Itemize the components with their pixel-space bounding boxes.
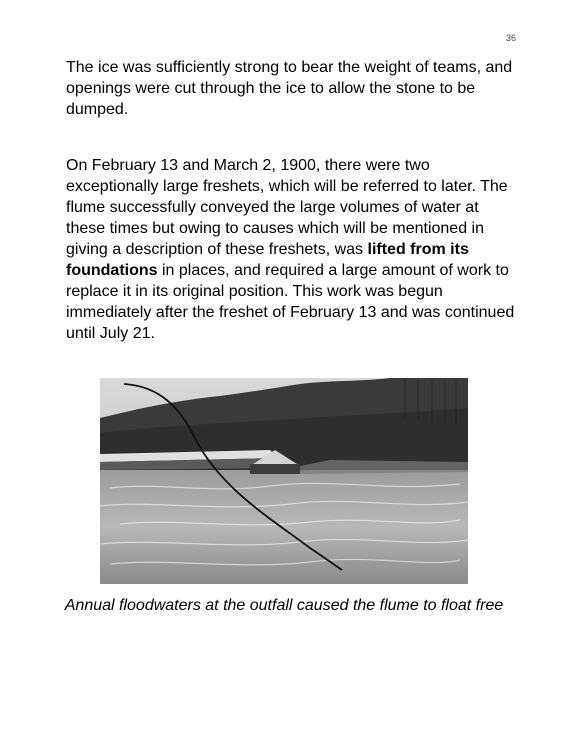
paragraph-2-text-start: On February 13 and March 2, 1900, there were two exceptionally large freshets, which will be referred to later. The flume successfully conveyed the large volumes of water at these times but owing to causes which will be mentioned in giving a description of these freshets, was	[66, 157, 508, 258]
flood-photo	[100, 378, 468, 584]
photo-caption: Annual floodwaters at the outfall caused the flume to float free	[64, 597, 504, 614]
body-paragraph-1: The ice was sufficiently strong to bear the weight of teams, and openings were cut through the ice to allow the stone to be dumped.	[66, 59, 513, 118]
paragraph-2-text-end: in places, and required a large amount of work to replace it in its original position. This work was begun immediately after the freshet of February 13 and was continued until July 21.	[66, 262, 515, 342]
page-number: 36	[505, 33, 516, 43]
emphasis-lifted-foundations: lifted from its foundations	[66, 241, 469, 279]
body-paragraph-2	[66, 155, 516, 344]
